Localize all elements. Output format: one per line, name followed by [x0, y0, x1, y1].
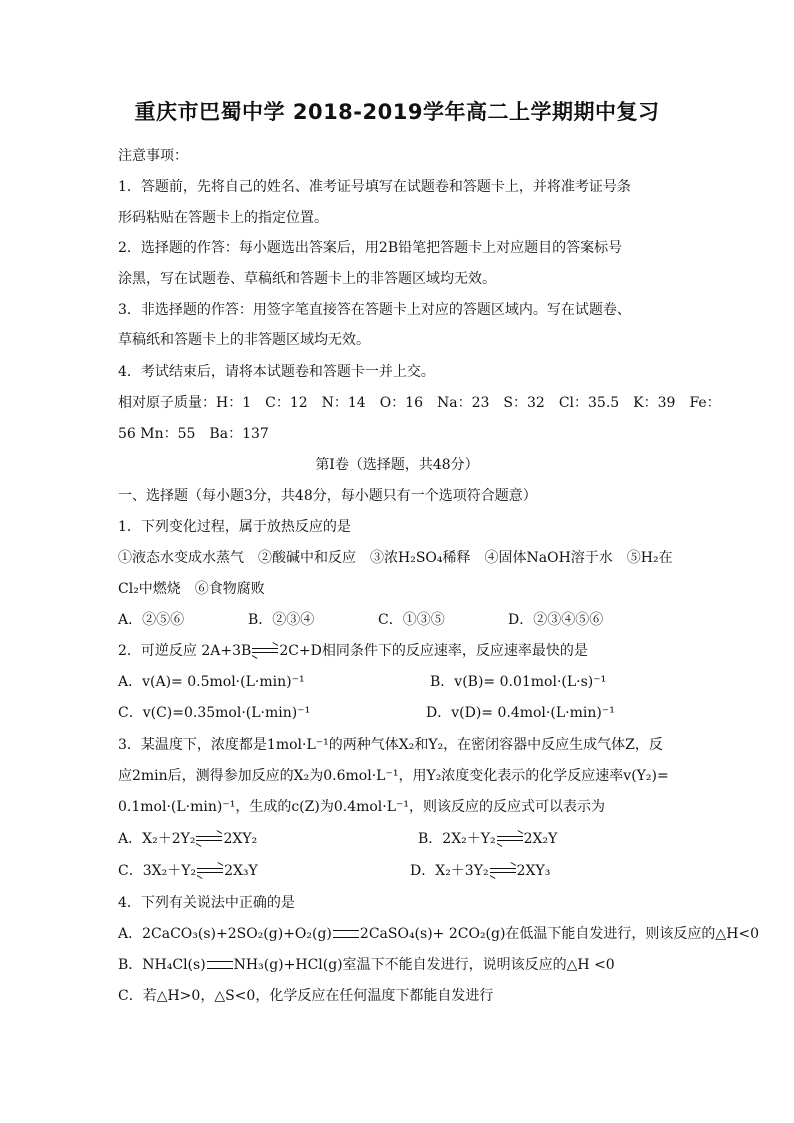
notice-heading: 注意事项：	[118, 148, 188, 164]
reversible-arrow-icon	[197, 866, 223, 876]
q1-option-c: C．①③⑤	[378, 612, 445, 628]
equals-sign-icon	[207, 961, 233, 969]
q3-option-d	[410, 861, 550, 881]
q2-option-d: D．v(D)= 0.4mol·(L·min)⁻¹	[426, 705, 615, 721]
notice-item-1-line-2: 形码粘贴在答题卡上的指定位置。	[118, 210, 328, 226]
q3-option-b-right: 2X₂Y	[523, 831, 558, 847]
q2-stem-left: 2．可逆反应 2A+3B	[118, 643, 252, 659]
equals-sign-icon	[333, 930, 359, 938]
notice-item-4: 4．考试结束后，请将本试题卷和答题卡一并上交。	[118, 364, 435, 380]
q3-option-c-right: 2X₃Y	[224, 863, 258, 879]
q3-line-2: 应2min后，测得参加反应的X₂为0.6mol·L⁻¹，用Y₂浓度变化表示的化学反应速率v(Y₂)=	[118, 768, 669, 784]
q1-option-a: A．②⑤⑥	[118, 612, 185, 628]
q4-option-b	[118, 955, 615, 975]
q3-option-d-left: D．X₂＋3Y₂	[410, 863, 489, 879]
reversible-arrow-icon	[196, 834, 222, 844]
q3-option-b-left: B．2X₂＋Y₂	[418, 831, 496, 847]
notice-item-2-line-1: 2．选择题的作答：每小题选出答案后，用2B铅笔把答题卡上对应题目的答案标号	[118, 240, 623, 256]
q3-option-a-left: A．X₂＋2Y₂	[118, 831, 196, 847]
q1-items-line-2: Cl₂中燃烧 ⑥食物腐败	[118, 581, 265, 597]
q2-option-a: A．v(A)= 0.5mol·(L·min)⁻¹	[118, 674, 305, 690]
q2-option-c: C．v(C)=0.35mol·(L·min)⁻¹	[118, 705, 311, 721]
q2-option-b: B．v(B)= 0.01mol·(L·s)⁻¹	[430, 674, 607, 690]
q4-option-a-right: 2CaSO₄(s)+ 2CO₂(g)在低温下能自发进行，则该反应的△H<0	[359, 926, 760, 942]
reversible-arrow-icon	[252, 646, 278, 656]
q3-option-c	[118, 861, 258, 881]
q3-option-a	[118, 829, 257, 849]
q3-option-d-right: 2XY₃	[516, 863, 551, 879]
notice-item-3-line-1: 3．非选择题的作答：用签字笔直接答在答题卡上对应的答题区域内。写在试题卷、	[118, 302, 631, 318]
q3-option-c-left: C．3X₂＋Y₂	[118, 863, 197, 879]
q1-items-line-1: ①液态水变成水蒸气 ②酸碱中和反应 ③浓H₂SO₄稀释 ④固体NaOH溶于水 ⑤H₂在	[118, 550, 673, 566]
atomic-mass-line-2: 56 Mn：55 Ba：137	[118, 426, 269, 442]
q3-option-b	[418, 829, 557, 849]
q1-option-d: D．②③④⑤⑥	[508, 612, 604, 628]
q3-line-3: 0.1mol·(L·min)⁻¹，生成的c(Z)为0.4mol·L⁻¹，则该反应的反应式可以表示为	[118, 799, 606, 815]
q1-stem: 1．下列变化过程，属于放热反应的是	[118, 519, 351, 535]
q1-option-b: B．②③④	[248, 612, 315, 628]
reversible-arrow-icon	[490, 866, 516, 876]
document-title: 重庆市巴蜀中学 2018-2019学年高二上学期期中复习	[134, 100, 660, 124]
q2-stem	[118, 641, 588, 661]
notice-item-1-line-1: 1．答题前，先将自己的姓名、准考证号填写在试题卷和答题卡上，并将准考证号条	[118, 179, 631, 195]
notice-item-3-line-2: 草稿纸和答题卡上的非答题区域均无效。	[118, 332, 370, 348]
q4-option-b-left: B．NH₄Cl(s)	[118, 957, 206, 973]
q4-stem: 4．下列有关说法中正确的是	[118, 895, 295, 911]
q4-option-c: C．若△H>0，△S<0，化学反应在任何温度下都能自发进行	[118, 988, 494, 1004]
q4-option-a	[118, 924, 759, 944]
q1-options	[118, 610, 603, 630]
q4-option-a-left: A．2CaCO₃(s)+2SO₂(g)+O₂(g)	[118, 926, 332, 942]
section-title: 一、选择题（每小题3分，共48分，每小题只有一个选项符合题意）	[118, 488, 537, 504]
q2-stem-right: 2C+D相同条件下的反应速率，反应速率最快的是	[279, 643, 588, 659]
reversible-arrow-icon	[497, 834, 523, 844]
part-1-title: 第I卷（选择题，共48分）	[315, 457, 479, 473]
q3-line-1: 3．某温度下，浓度都是1mol·L⁻¹的两种气体X₂和Y₂，在密闭容器中反应生成气体Z，反	[118, 737, 663, 753]
q3-option-a-right: 2XY₂	[223, 831, 258, 847]
atomic-mass-line-1: 相对原子质量：H：1 C：12 N：14 O：16 Na：23 S：32 Cl：35.5 K：39 Fe：	[118, 395, 721, 411]
notice-item-2-line-2: 涂黑，写在试题卷、草稿纸和答题卡上的非答题区域均无效。	[118, 271, 496, 287]
q4-option-b-right: NH₃(g)+HCl(g)室温下不能自发进行，说明该反应的△H <0	[233, 957, 615, 973]
